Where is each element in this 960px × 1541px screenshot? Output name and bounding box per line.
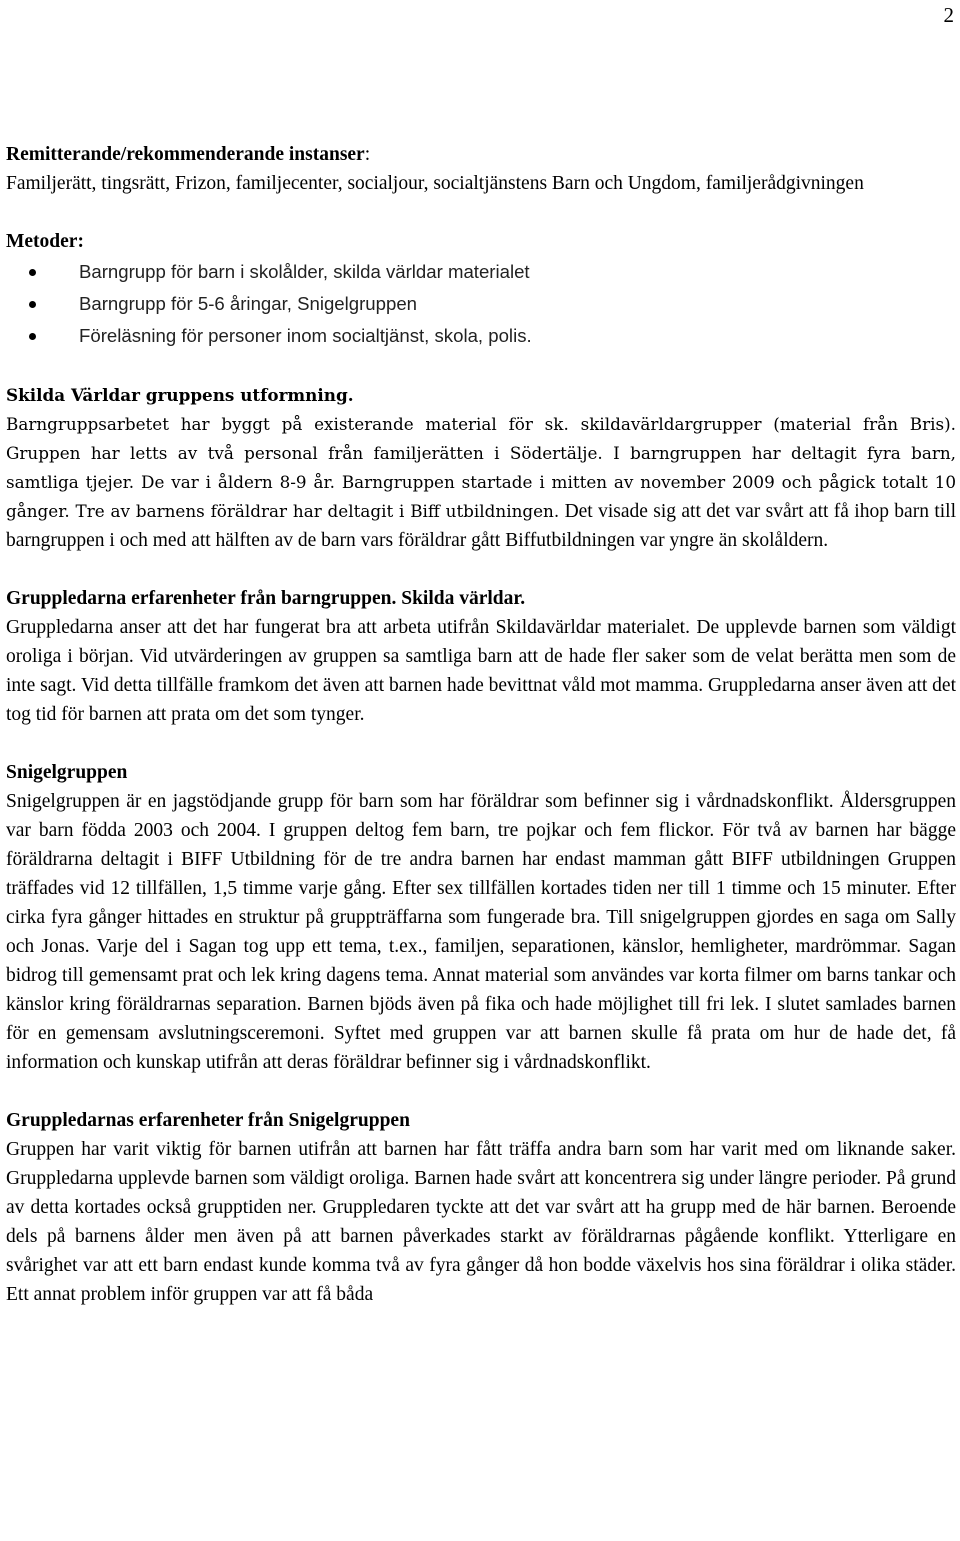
skilda-utformning-body — [6, 410, 956, 555]
spacer — [6, 352, 956, 381]
spacer — [6, 555, 956, 584]
snigelgruppen-body: Snigelgruppen är en jagstödjande grupp för barn som har föräldrar som befinner sig i vårdnadskonflikt. Åldersgruppen var barn födda 2003 och 2004. I gruppen deltog fem barn, tre pojkar och fem flickor. För två av barnen har bägge föräldrarna deltagit i BIFF Utbildning för de tre andra barnen har endast mamman gått BIFF utbildningen Gruppen träffades vid 12 tillfällen, 1,5 timme varje gång. Efter sex tillfällen kortades tiden ner till 1 timme och 15 minuter. Efter cirka fyra gånger hittades en struktur på gruppträffarna som fungerade bra. Till snigelgruppen gjordes en saga om Sally och Jonas. Varje del i Sagan tog upp ett tema, t.ex., familjen, separationen, känslor, hemligheter, mardrömmar. Sagan bidrog till gemensamt prat och lek kring dagens tema. Annat material som användes var korta filmer om barns tankar och känslor kring föräldrarnas separation. Barnen bjöds även på fika och hade möjlighet till fri lek. I slutet samlades barnen för en gemensam avslutningsceremoni. Syftet med gruppen var att barnen skulle få prata om hur de hade det, få information och kunskap utifrån att deras föräldrar befinner sig i vårdnadskonflikt. — [6, 791, 956, 1073]
list-item: Föreläsning för personer inom socialtjänst, skola, polis. — [6, 320, 956, 352]
gruppledarnas-snigel-heading: Gruppledarnas erfarenheter från Snigelgruppen — [6, 1110, 410, 1131]
remitterande-heading: Remitterande/rekommenderande instanser — [6, 144, 365, 165]
section-snigelgruppen — [6, 758, 956, 1077]
metoder-list — [6, 256, 956, 352]
section-metoder — [6, 227, 956, 352]
skilda-utformning-heading: Skilda Världar gruppens utformning. — [6, 385, 354, 405]
remitterande-body: Familjerätt, tingsrätt, Frizon, familjecenter, socialjour, socialtjänstens Barn och Ungdom, familjerådgivningen — [6, 173, 864, 194]
page-number: 2 — [943, 3, 954, 27]
section-gruppledarna-skilda — [6, 584, 956, 729]
spacer — [6, 198, 956, 227]
gruppledarna-skilda-body: Gruppledarna anser att det har fungerat bra att arbeta utifrån Skildavärldar materialet. De upplevde barnen som väldigt oroliga i början. Vid utvärderingen av gruppen sa samtliga barn att de hade fler saker som de velat berätta men som de inte sagt. Vid detta tillfälle framkom det även att barnen hade bevittnat våld mot mamma. Gruppledarna anser även att det tog tid för barnen att prata om det som tynger. — [6, 617, 956, 725]
remitterande-colon: : — [364, 144, 371, 165]
spacer — [6, 729, 956, 758]
section-gruppledarnas-snigel — [6, 1106, 956, 1309]
spacer — [6, 1077, 956, 1106]
section-skilda-utformning — [6, 381, 956, 555]
remitterande-heading-line — [6, 140, 956, 169]
document-body — [6, 140, 956, 1309]
gruppledarnas-snigel-body: Gruppen har varit viktig för barnen utifrån att barnen har fått träffa andra barn som har varit med om liknande saker. Gruppledarna upplevde barnen som väldigt oroliga. Barnen hade svårt att koncentrera sig under längre perioder. På grund av detta kortades också grupptiden ner. Gruppledaren tyckte att det var svårt att ha grupp med de här barnen. Beroende dels på barnens ålder men även på att barnen påverkades starkt av föräldrarnas pågående konflikt. Ytterligare en svårighet var att ett barn endast kunde komma två av fyra gånger då hon bodde växelvis hos sina föräldrar i olika städer. Ett annat problem inför gruppen var att få båda — [6, 1139, 956, 1305]
section-remitterande — [6, 140, 956, 198]
snigelgruppen-heading: Snigelgruppen — [6, 762, 128, 783]
metoder-heading: Metoder: — [6, 231, 84, 252]
list-item: Barngrupp för 5-6 åringar, Snigelgruppen — [6, 288, 956, 320]
list-item: Barngrupp för barn i skolålder, skilda världar materialet — [6, 256, 956, 288]
skilda-utformning-body-part1: Barngruppsarbetet har byggt på existerande material för sk. skildavärldargrupper (material från Bris). Gruppen har letts av två personal från familjerätten i Södertälje. I barngruppen har deltagit fyra barn, samtliga tjejer. De var i åldern 8-9 år. Barngruppen startade i mitten av november 2009 och pågick totalt 10 gånger. Tre av barnens föräldrar har deltagit i Biff utbildningen. — [6, 414, 956, 521]
gruppledarna-skilda-heading: Gruppledarna erfarenheter från barngruppen. Skilda världar. — [6, 588, 526, 609]
skilda-utformning-body-part2: Det visade sig att det var svårt att få ihop barn till barngruppen i och med att hälften av de barn vars föräldrar gått Biffutbildningen var yngre än skolåldern. — [6, 501, 956, 551]
